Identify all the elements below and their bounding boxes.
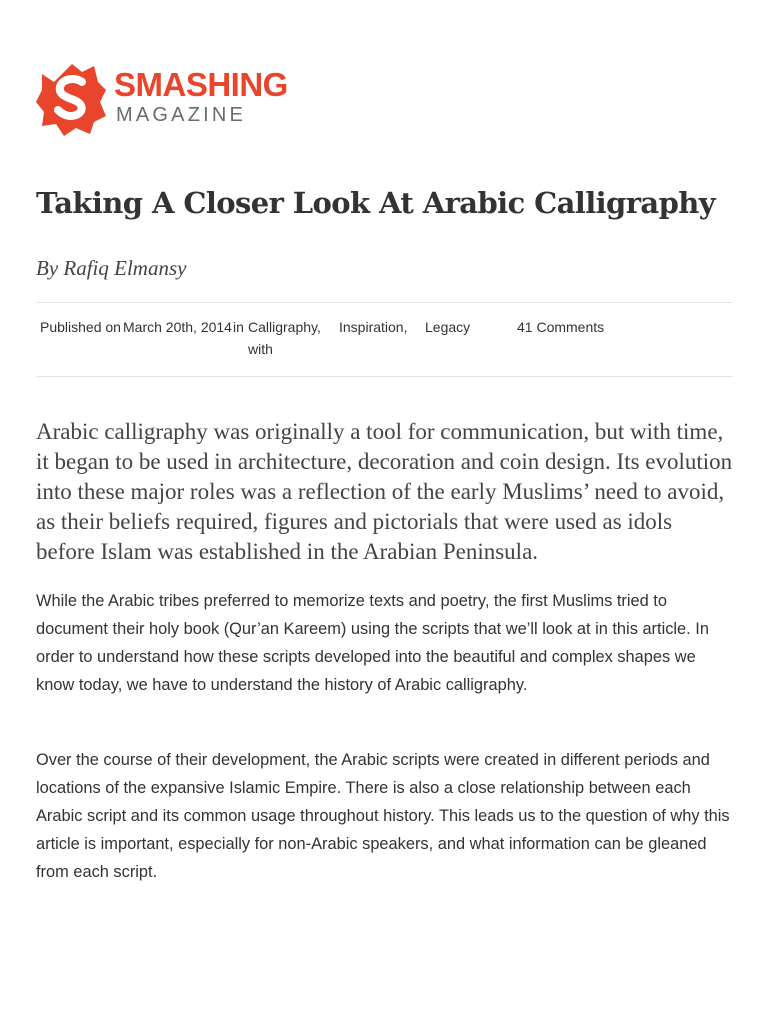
- with-label: with: [248, 341, 273, 357]
- comments-link[interactable]: 41 Comments: [517, 319, 605, 335]
- category-link-legacy[interactable]: Legacy: [425, 319, 471, 335]
- logo-wordmark: SMASHING: [114, 66, 288, 103]
- article-title: Taking A Closer Look At Arabic Calligraphy: [36, 186, 715, 220]
- published-label: Published on: [40, 319, 121, 335]
- article-paragraph: While the Arabic tribes preferred to memorize texts and poetry, the first Muslims tried to document their holy book (Qur’an Kareem) using the scripts that we’ll look at in this article. In order to understand how these scripts developed into the beautiful and complex shapes we know today, we have to understand the history of Arabic calligraphy.: [36, 592, 709, 694]
- article-paragraph: Over the course of their development, the Arabic scripts were created in different periods and locations of the expansive Islamic Empire. There is also a close relationship between each Arabic script and its common usage throughout history. This leads us to the question of why this article is important, especially for non-Arabic speakers, and what information can be gleaned from each script.: [36, 751, 730, 881]
- publish-date: March 20th, 2014: [123, 319, 232, 335]
- in-label: in: [233, 319, 244, 335]
- category-link-calligraphy[interactable]: Calligraphy,: [248, 319, 321, 335]
- logo-subtitle: MAGAZINE: [116, 104, 247, 126]
- smashing-s-logo-icon: [36, 62, 106, 136]
- article-byline: By Rafiq Elmansy: [36, 256, 187, 280]
- meta-top-divider: [36, 302, 733, 303]
- meta-bottom-divider: [36, 376, 733, 377]
- site-logo[interactable]: [36, 62, 288, 136]
- article-lead: Arabic calligraphy was originally a tool for communication, but with time, it began to be used in architecture, decoration and coin design. Its evolution into these major roles was a reflection of the early Muslims’ need to avoid, as their beliefs required, figures and pictorials that were used as idols before Islam was established in the Arabian Peninsula.: [36, 419, 733, 564]
- category-link-inspiration[interactable]: Inspiration,: [339, 319, 408, 335]
